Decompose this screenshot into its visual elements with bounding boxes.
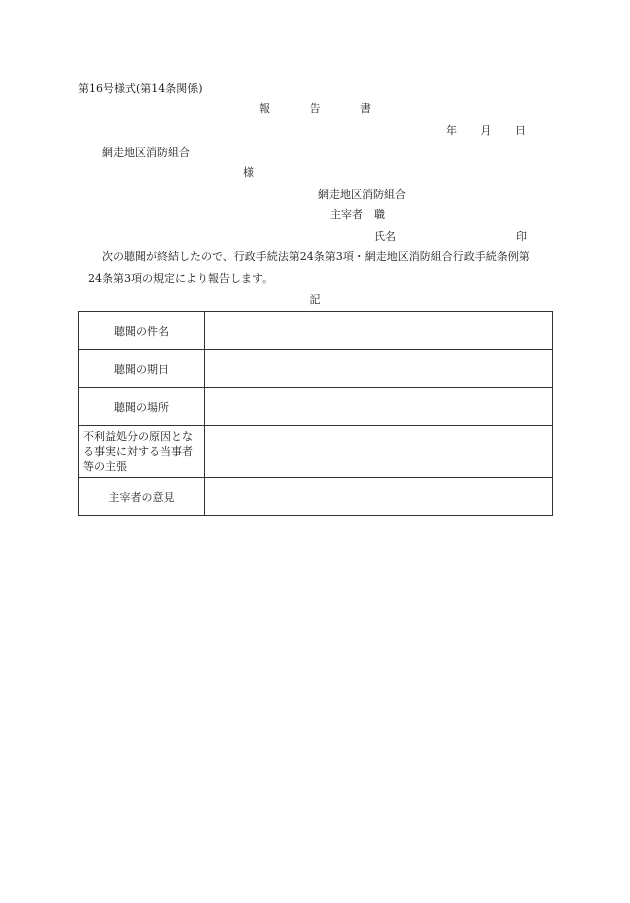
- hearing-place-field[interactable]: [205, 388, 553, 426]
- hearing-report-table: [78, 311, 553, 516]
- document-title: [0, 102, 630, 116]
- row-label-host-opinion: 主宰者の意見: [79, 478, 205, 516]
- body-text-line-2: 24条第3項の規定により報告します。: [88, 272, 274, 285]
- date-line: [446, 124, 526, 138]
- body-text-line-1: 次の聴聞が終結したので、行政手続法第24条第3項・網走地区消防組合行政手続条例第: [102, 250, 530, 263]
- honorific: 様: [243, 166, 254, 179]
- hearing-date-field[interactable]: [205, 350, 553, 388]
- host-name-label: 氏名: [374, 230, 396, 243]
- table-row: [79, 350, 553, 388]
- table-row: [79, 426, 553, 478]
- row-label-party-claims: 不利益処分の原因となる事実に対する当事者等の主張: [79, 426, 205, 478]
- form-number: 第16号様式(第14条関係): [78, 82, 203, 95]
- title-char: 報: [259, 102, 270, 115]
- seal-mark: 印: [516, 230, 527, 243]
- title-char: 書: [360, 102, 371, 115]
- date-month: 月: [480, 124, 492, 137]
- title-char: 告: [309, 102, 321, 115]
- party-claims-field[interactable]: [205, 426, 553, 478]
- row-label-case-name: 聴聞の件名: [79, 312, 205, 350]
- host-position-label: 主宰者 職: [330, 208, 385, 221]
- addressee: 網走地区消防組合: [102, 146, 190, 159]
- table-row: [79, 312, 553, 350]
- row-label-hearing-place: 聴聞の場所: [79, 388, 205, 426]
- table-row: [79, 388, 553, 426]
- ki-heading: 記: [309, 293, 321, 306]
- host-opinion-field[interactable]: [205, 478, 553, 516]
- case-name-field[interactable]: [205, 312, 553, 350]
- sender-organization: 網走地区消防組合: [318, 188, 406, 201]
- table-row: [79, 478, 553, 516]
- date-day: 日: [515, 124, 526, 137]
- date-year: 年: [446, 124, 457, 137]
- row-label-hearing-date: 聴聞の期日: [79, 350, 205, 388]
